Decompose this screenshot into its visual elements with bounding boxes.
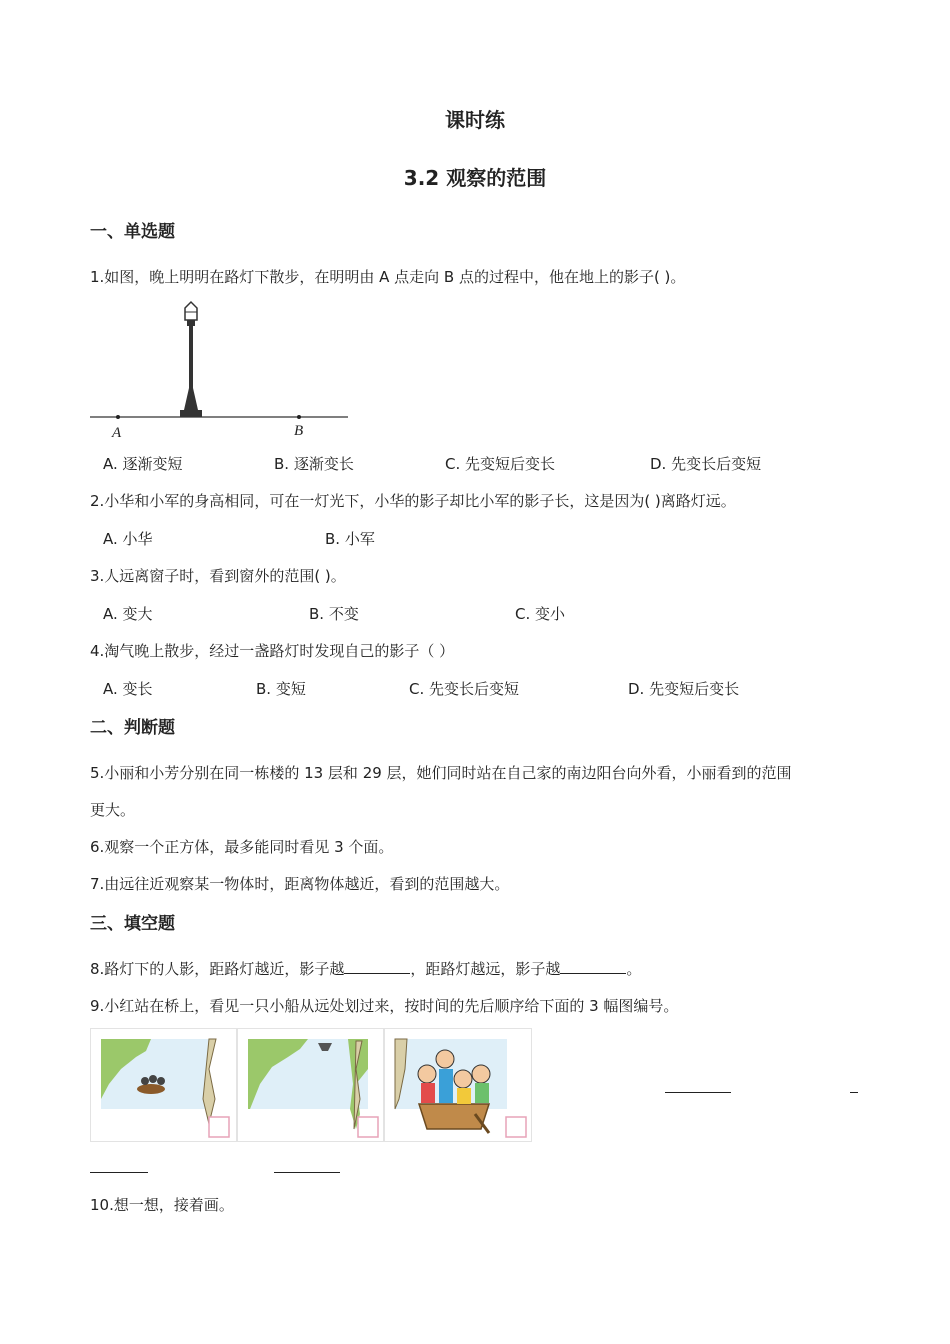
q4-option-d[interactable]: D. 先变短后变长 xyxy=(628,680,740,698)
q8-blank-1[interactable] xyxy=(344,959,410,974)
page-subtitle: 3.2 观察的范围 xyxy=(403,166,547,190)
point-b-label: B xyxy=(294,423,304,439)
question-8 xyxy=(90,958,641,979)
q3-option-b[interactable]: B. 不变 xyxy=(309,605,359,623)
q9-blank-4[interactable] xyxy=(274,1172,340,1173)
question-2: 2.小华和小军的身高相同，可在一灯光下，小华的影子却比小军的影子长，这是因为( )离路灯远。 xyxy=(90,492,736,510)
boat-scene-far-icon xyxy=(91,1029,236,1141)
question-9: 9.小红站在桥上，看见一只小船从远处划过来，按时间的先后顺序给下面的 3 幅图编号。 xyxy=(90,997,679,1015)
q9-blank-2[interactable] xyxy=(850,1092,858,1093)
question-10: 10.想一想，接着画。 xyxy=(90,1196,234,1214)
q4-option-c[interactable]: C. 先变长后变短 xyxy=(409,680,520,698)
boat-scene-near-icon xyxy=(385,1029,531,1141)
point-b-dot xyxy=(297,415,301,419)
page-title: 课时练 xyxy=(445,108,505,132)
q1-option-b[interactable]: B. 逐渐变长 xyxy=(274,455,354,473)
q3-option-c[interactable]: C. 变小 xyxy=(515,605,566,623)
q4-option-a[interactable]: A. 变长 xyxy=(103,680,153,698)
question-4: 4.淘气晚上散步，经过一盏路灯时发现自己的影子（ ） xyxy=(90,642,455,660)
q2-option-a[interactable]: A. 小华 xyxy=(103,530,153,548)
boat-picture-2 xyxy=(237,1028,384,1142)
section-heading-fill-blank: 三、填空题 xyxy=(90,914,175,934)
q2-option-b[interactable]: B. 小军 xyxy=(325,530,375,548)
q1-option-a[interactable]: A. 逐渐变短 xyxy=(103,455,183,473)
question-1: 1.如图，晚上明明在路灯下散步，在明明由 A 点走向 B 点的过程中，他在地上的影子( )。 xyxy=(90,268,686,286)
q1-option-d[interactable]: D. 先变长后变短 xyxy=(650,455,762,473)
question-7: 7.由远往近观察某一物体时，距离物体越近，看到的范围越大。 xyxy=(90,875,510,893)
q4-option-b[interactable]: B. 变短 xyxy=(256,680,306,698)
question-3: 3.人远离窗子时，看到窗外的范围( )。 xyxy=(90,567,346,585)
q8-text-part3: 。 xyxy=(626,960,642,978)
lamp-post-icon xyxy=(180,302,202,417)
q8-text-part2: ，距路灯越远，影子越 xyxy=(410,960,561,978)
section-heading-true-false: 二、判断题 xyxy=(90,718,175,738)
q9-blank-1[interactable] xyxy=(665,1092,731,1093)
boat-picture-3 xyxy=(384,1028,532,1142)
question-5-line2: 更大。 xyxy=(90,801,136,819)
question-5-line1: 5.小丽和小芳分别在同一栋楼的 13 层和 29 层，她们同时站在自己家的南边阳台向外看，小丽看到的范围 xyxy=(90,764,792,782)
street-lamp-figure xyxy=(88,298,350,442)
point-a-label: A xyxy=(112,425,122,441)
q8-blank-2[interactable] xyxy=(560,959,626,974)
q3-option-a[interactable]: A. 变大 xyxy=(103,605,153,623)
section-heading-single-choice: 一、单选题 xyxy=(90,222,175,242)
q9-blank-3[interactable] xyxy=(90,1172,148,1173)
boat-picture-1 xyxy=(90,1028,237,1142)
point-a-dot xyxy=(116,415,120,419)
q1-option-c[interactable]: C. 先变短后变长 xyxy=(445,455,556,473)
q8-text-part1: 8.路灯下的人影，距路灯越近，影子越 xyxy=(90,960,345,978)
question-6: 6.观察一个正方体，最多能同时看见 3 个面。 xyxy=(90,838,394,856)
boat-scene-farthest-icon xyxy=(238,1029,383,1141)
